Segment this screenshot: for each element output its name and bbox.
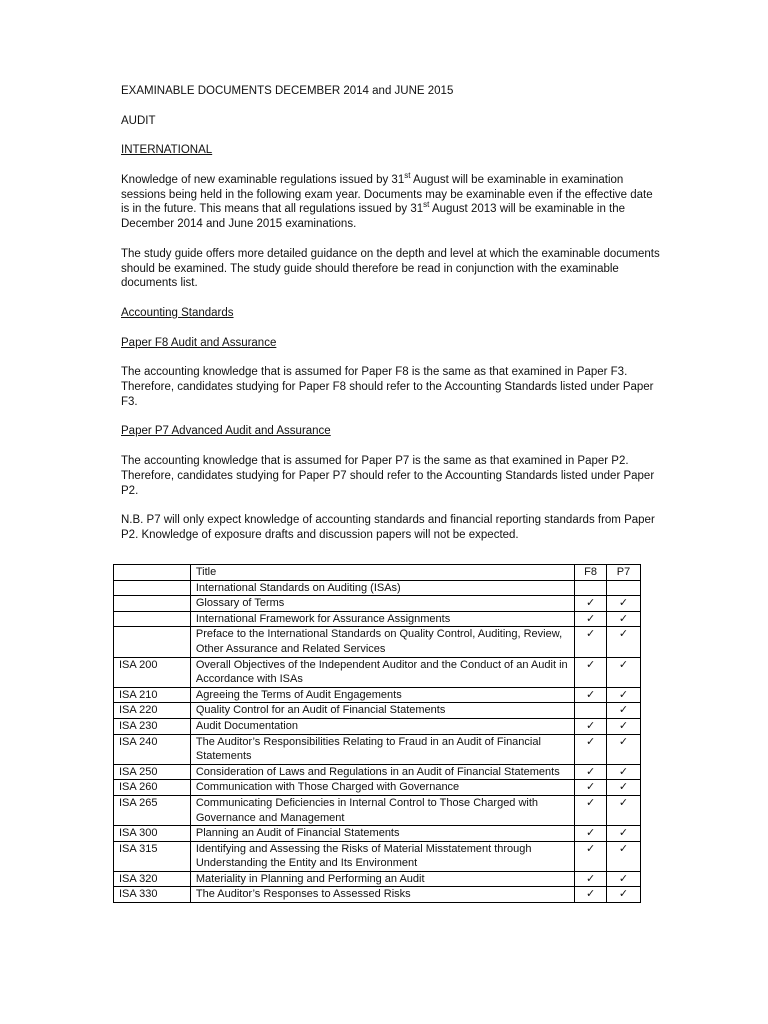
p7-cell — [607, 795, 641, 825]
isa-table — [113, 564, 641, 903]
f8-cell — [575, 611, 607, 627]
f8-cell — [575, 703, 607, 719]
table-row — [114, 795, 641, 825]
isa-title: Planning an Audit of Financial Statements — [190, 826, 574, 842]
check-icon: ✓ — [618, 703, 629, 717]
table-row — [114, 611, 641, 627]
isa-title: Communication with Those Charged with Governance — [190, 780, 574, 796]
f8-cell — [575, 780, 607, 796]
check-icon: ✓ — [618, 887, 629, 901]
isa-reference: ISA 240 — [114, 734, 191, 764]
table-row — [114, 703, 641, 719]
header-p7: P7 — [607, 565, 641, 581]
paper-p7-paragraph: The accounting knowledge that is assumed for Paper P7 is the same as that examined in Paper P2. Therefore, candidates studying for Paper P7 should refer to the Accounting Standards listed under Paper P2. — [121, 454, 655, 497]
isa-title: Glossary of Terms — [190, 596, 574, 612]
check-icon: ✓ — [618, 734, 629, 748]
isa-title: International Framework for Assurance Assignments — [190, 611, 574, 627]
check-icon: ✓ — [618, 657, 629, 671]
isa-reference: ISA 265 — [114, 795, 191, 825]
p7-cell — [607, 596, 641, 612]
isa-title: Preface to the International Standards on Quality Control, Auditing, Review, Other Assurance and Related Services — [190, 627, 574, 657]
header-title: Title — [190, 565, 574, 581]
paper-p7-heading: Paper P7 Advanced Audit and Assurance — [121, 425, 331, 438]
paper-f8-heading: Paper F8 Audit and Assurance — [121, 336, 277, 349]
isa-title: Overall Objectives of the Independent Auditor and the Conduct of an Audit in Accordance with ISAs — [190, 657, 574, 687]
p7-cell — [607, 780, 641, 796]
f8-cell — [575, 687, 607, 703]
p7-cell — [607, 734, 641, 764]
accounting-standards-heading: Accounting Standards — [121, 306, 234, 319]
isa-reference: ISA 220 — [114, 703, 191, 719]
p7-cell — [607, 764, 641, 780]
isa-reference: ISA 230 — [114, 718, 191, 734]
f8-cell — [575, 795, 607, 825]
f8-cell — [575, 887, 607, 903]
table-row — [114, 718, 641, 734]
isa-reference: ISA 250 — [114, 764, 191, 780]
table-row — [114, 627, 641, 657]
check-icon: ✓ — [585, 611, 596, 625]
p7-cell — [607, 611, 641, 627]
check-icon: ✓ — [618, 627, 629, 641]
check-icon: ✓ — [618, 687, 629, 701]
f8-cell — [575, 734, 607, 764]
table-row — [114, 826, 641, 842]
document-body — [121, 84, 661, 543]
check-icon: ✓ — [585, 780, 596, 794]
document-title: EXAMINABLE DOCUMENTS DECEMBER 2014 and JUNE 2015 — [121, 85, 454, 97]
table-row — [114, 871, 641, 887]
f8-cell — [575, 871, 607, 887]
check-icon: ✓ — [618, 764, 629, 778]
ordinal-suffix: st — [423, 200, 430, 210]
isa-title: Materiality in Planning and Performing an Audit — [190, 871, 574, 887]
f8-cell — [575, 580, 607, 596]
p7-cell — [607, 718, 641, 734]
section-heading: INTERNATIONAL — [121, 144, 213, 157]
isa-title: Consideration of Laws and Regulations in an Audit of Financial Statements — [190, 764, 574, 780]
ordinal-suffix: st — [404, 170, 411, 180]
p7-cell — [607, 580, 641, 596]
check-icon: ✓ — [585, 627, 596, 641]
f8-cell — [575, 826, 607, 842]
isa-reference: ISA 210 — [114, 687, 191, 703]
header-ref — [114, 565, 191, 581]
p7-cell — [607, 841, 641, 871]
table-row — [114, 780, 641, 796]
subject-heading: AUDIT — [121, 114, 156, 127]
check-icon: ✓ — [585, 596, 596, 610]
f8-cell — [575, 596, 607, 612]
f8-cell — [575, 718, 607, 734]
intro-text-part2: August will be examinable in examination sessions being held in the following exam year. Documents may be examinable even if the effective date is in the future. This means that all regulations issued by 31 — [121, 173, 653, 216]
check-icon: ✓ — [585, 887, 596, 901]
isa-title: Audit Documentation — [190, 718, 574, 734]
header-f8: F8 — [575, 565, 607, 581]
table-row — [114, 734, 641, 764]
table-row — [114, 580, 641, 596]
check-icon: ✓ — [618, 871, 629, 885]
p7-cell — [607, 657, 641, 687]
intro-text-part3: August 2013 will be examinable in the December 2014 and June 2015 examinations. — [121, 203, 626, 231]
p7-cell — [607, 871, 641, 887]
isa-reference: ISA 300 — [114, 826, 191, 842]
check-icon: ✓ — [618, 596, 629, 610]
check-icon: ✓ — [585, 657, 596, 671]
check-icon: ✓ — [585, 826, 596, 840]
intro-paragraph-2: The study guide offers more detailed guidance on the depth and level at which the examinable documents should be examined. The study guide should therefore be read in conjunction with the examinable documents list. — [121, 247, 660, 290]
intro-paragraph-1 — [121, 170, 661, 232]
isa-reference: ISA 315 — [114, 841, 191, 871]
isa-reference — [114, 611, 191, 627]
table-row — [114, 841, 641, 871]
nb-paragraph: N.B. P7 will only expect knowledge of accounting standards and financial reporting standards from Paper P2. Knowledge of exposure drafts and discussion papers will not be expected. — [121, 514, 655, 541]
f8-cell — [575, 657, 607, 687]
isa-reference: ISA 320 — [114, 871, 191, 887]
p7-cell — [607, 703, 641, 719]
f8-cell — [575, 841, 607, 871]
check-icon: ✓ — [618, 795, 629, 809]
check-icon: ✓ — [585, 795, 596, 809]
table-row — [114, 764, 641, 780]
isa-reference — [114, 580, 191, 596]
check-icon: ✓ — [618, 826, 629, 840]
check-icon: ✓ — [618, 780, 629, 794]
isa-title: The Auditor’s Responses to Assessed Risks — [190, 887, 574, 903]
isa-reference: ISA 200 — [114, 657, 191, 687]
p7-cell — [607, 887, 641, 903]
isa-reference: ISA 330 — [114, 887, 191, 903]
check-icon: ✓ — [585, 687, 596, 701]
check-icon: ✓ — [618, 718, 629, 732]
table-header-row — [114, 565, 641, 581]
check-icon: ✓ — [585, 871, 596, 885]
isa-title: The Auditor’s Responsibilities Relating to Fraud in an Audit of Financial Statements — [190, 734, 574, 764]
isa-title: Communicating Deficiencies in Internal Control to Those Charged with Governance and Management — [190, 795, 574, 825]
table-row — [114, 596, 641, 612]
check-icon: ✓ — [585, 734, 596, 748]
p7-cell — [607, 687, 641, 703]
p7-cell — [607, 627, 641, 657]
isa-table-body — [114, 580, 641, 902]
p7-cell — [607, 826, 641, 842]
isa-title: Identifying and Assessing the Risks of Material Misstatement through Understanding the Entity and Its Environment — [190, 841, 574, 871]
check-icon: ✓ — [585, 718, 596, 732]
check-icon: ✓ — [618, 841, 629, 855]
check-icon: ✓ — [585, 764, 596, 778]
isa-reference: ISA 260 — [114, 780, 191, 796]
isa-title: International Standards on Auditing (ISAs) — [190, 580, 574, 596]
paper-f8-paragraph: The accounting knowledge that is assumed for Paper F8 is the same as that examined in Paper F3. Therefore, candidates studying for Paper F8 should refer to the Accounting Standards listed under Paper F3. — [121, 366, 654, 408]
isa-title: Quality Control for an Audit of Financial Statements — [190, 703, 574, 719]
intro-text-part1: Knowledge of new examinable regulations issued by 31 — [121, 173, 405, 186]
table-row — [114, 887, 641, 903]
f8-cell — [575, 764, 607, 780]
check-icon: ✓ — [585, 841, 596, 855]
check-icon: ✓ — [618, 611, 629, 625]
isa-reference — [114, 627, 191, 657]
table-row — [114, 657, 641, 687]
f8-cell — [575, 627, 607, 657]
table-row — [114, 687, 641, 703]
isa-title: Agreeing the Terms of Audit Engagements — [190, 687, 574, 703]
isa-reference — [114, 596, 191, 612]
